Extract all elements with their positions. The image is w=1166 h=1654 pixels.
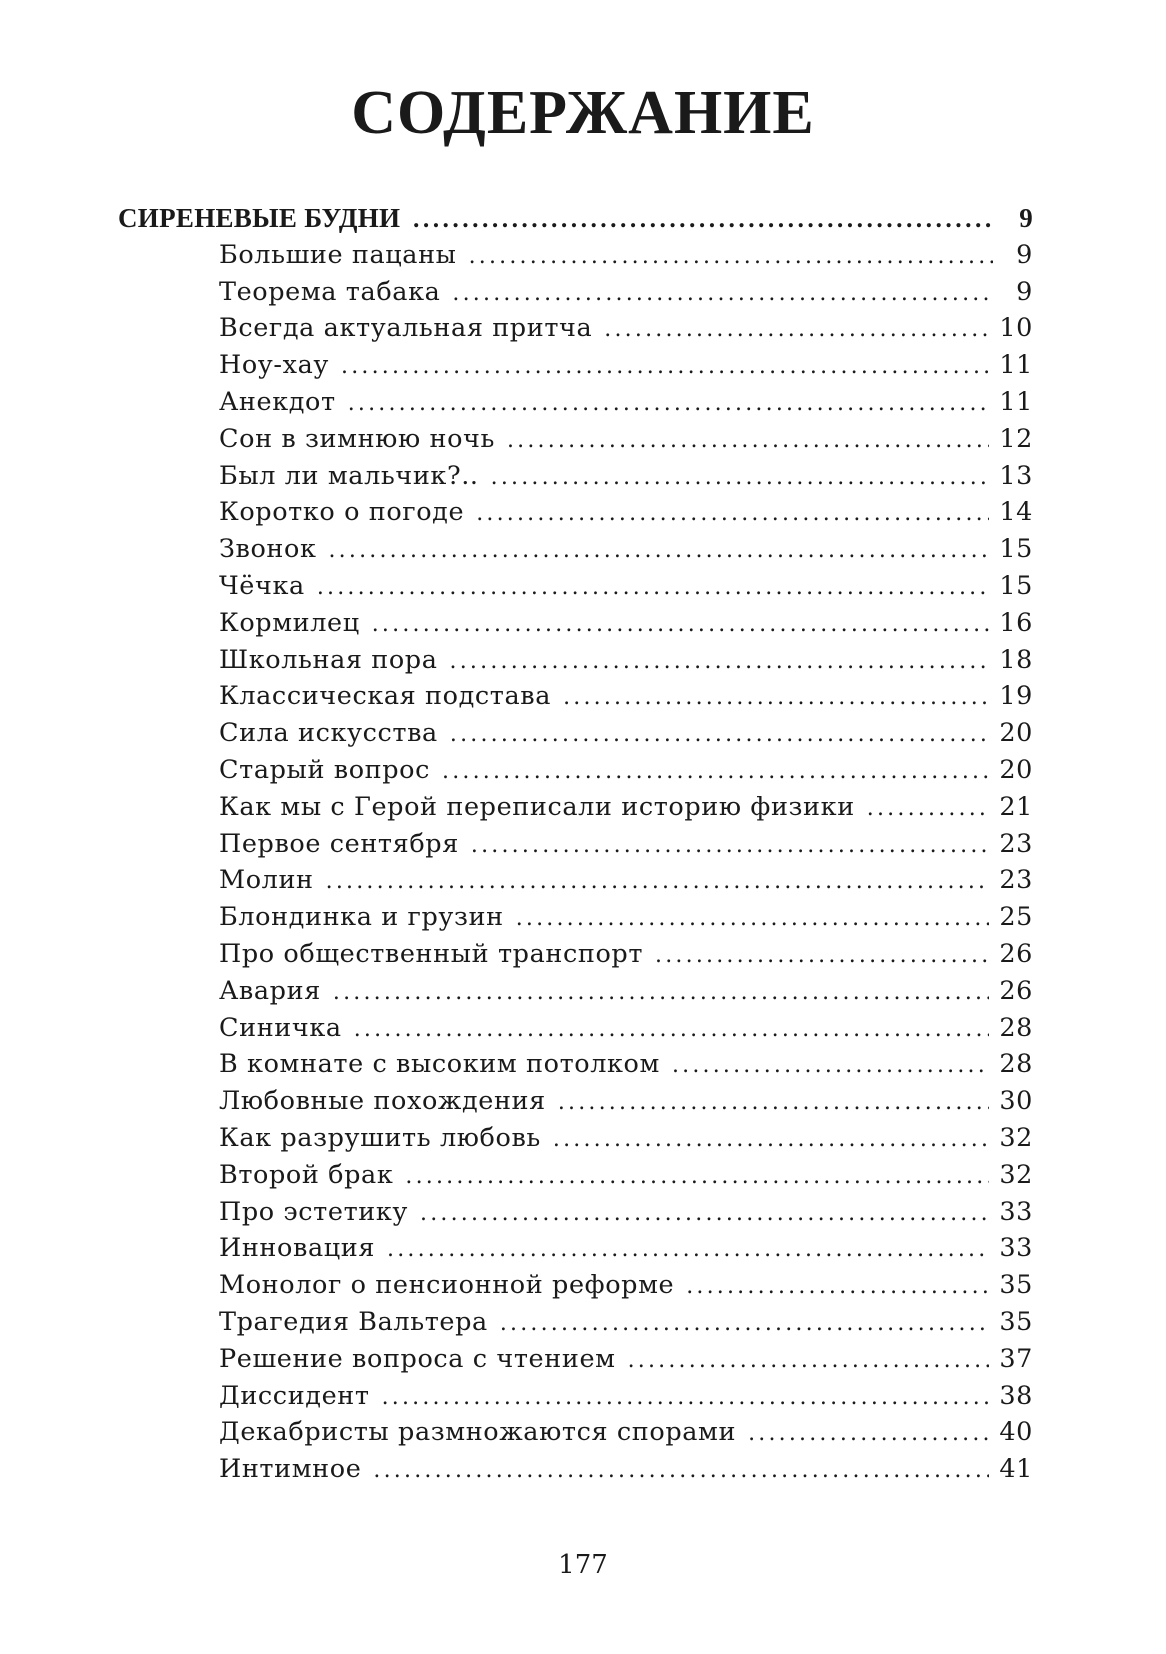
dot-leader (516, 906, 990, 931)
toc-entry-row (118, 1086, 1033, 1123)
table-of-contents (118, 203, 1033, 1491)
toc-entry-label: Блондинка и грузин (219, 902, 504, 933)
dot-leader (348, 391, 990, 416)
toc-entry-page-number: 19 (999, 681, 1033, 712)
toc-entry-page-number: 9 (1016, 276, 1033, 307)
toc-entry-row (118, 1344, 1033, 1381)
toc-entry-page-number: 35 (999, 1306, 1033, 1337)
toc-entry-row (118, 1013, 1033, 1050)
toc-entry-row (118, 571, 1033, 608)
dot-leader (628, 1348, 990, 1373)
toc-entry-page-number: 25 (999, 902, 1033, 933)
dot-leader (450, 722, 989, 747)
dot-leader (333, 980, 989, 1005)
page-number: 177 (558, 1550, 608, 1580)
toc-entry-label: Теорема табака (219, 276, 441, 307)
dot-leader (655, 943, 989, 968)
toc-entry-label: Как разрушить любовь (219, 1122, 541, 1153)
toc-entry-label: Трагедия Вальтера (219, 1306, 488, 1337)
page-title: СОДЕРЖАНИЕ (351, 79, 815, 147)
dot-leader (328, 538, 989, 563)
dot-leader (604, 317, 989, 342)
toc-entry-page-number: 28 (999, 1012, 1033, 1043)
toc-entry-label: Всегда актуальная притча (219, 313, 593, 344)
toc-entry-row (118, 313, 1033, 350)
toc-entry-label: Решение вопроса с чтением (219, 1343, 616, 1374)
toc-entry-row (118, 277, 1033, 314)
toc-entry-row (118, 976, 1033, 1013)
toc-entry-row (118, 939, 1033, 976)
toc-entry-page-number: 26 (999, 938, 1033, 969)
toc-entry-page-number: 41 (999, 1454, 1033, 1485)
dot-leader (748, 1421, 989, 1446)
toc-entry-page-number: 37 (999, 1343, 1033, 1374)
dot-leader (491, 465, 990, 490)
toc-entry-label: Авария (219, 975, 321, 1006)
toc-entry-row (118, 424, 1033, 461)
toc-entry-label: Первое сентября (219, 828, 459, 859)
toc-entry-row (118, 1049, 1033, 1086)
toc-entry-page-number: 11 (999, 350, 1033, 381)
toc-entry-row (118, 829, 1033, 866)
toc-entry-page-number: 20 (999, 754, 1033, 785)
toc-entry-page-number: 23 (999, 828, 1033, 859)
toc-entry-label: Инновация (219, 1233, 376, 1264)
dot-leader (341, 354, 989, 379)
toc-entry-label: Сон в зимнюю ночь (219, 423, 495, 454)
toc-entry-page-number: 35 (999, 1270, 1033, 1301)
toc-entry-page-number: 33 (999, 1196, 1033, 1227)
toc-entry-row (118, 1233, 1033, 1270)
toc-entry-row (118, 1197, 1033, 1234)
dot-leader (354, 1017, 990, 1042)
toc-entry-row (118, 350, 1033, 387)
toc-entry-label: Чёчка (219, 570, 305, 601)
toc-entry-row (118, 1307, 1033, 1344)
toc-entry-row (118, 387, 1033, 424)
toc-entry-row (118, 461, 1033, 498)
dot-leader (450, 649, 990, 674)
toc-entry-row (118, 1123, 1033, 1160)
toc-entry-label: Звонок (219, 534, 317, 565)
toc-entry-page-number: 13 (999, 460, 1033, 491)
toc-entry-row (118, 902, 1033, 939)
toc-section-page-number: 9 (1019, 203, 1033, 233)
toc-entry-page-number: 23 (999, 865, 1033, 896)
toc-entry-label: В комнате с высоким потолком (219, 1049, 660, 1080)
dot-leader (326, 869, 990, 894)
toc-entry-label: Второй брак (219, 1159, 394, 1190)
toc-entry-row (118, 865, 1033, 902)
toc-entry-label: Анекдот (219, 386, 336, 417)
toc-entry-page-number: 28 (999, 1049, 1033, 1080)
toc-entry-page-number: 18 (999, 644, 1033, 675)
toc-entry-row (118, 792, 1033, 829)
toc-entry-label: Молин (219, 865, 314, 896)
toc-entry-label: Про общественный транспорт (219, 938, 644, 969)
dot-leader (317, 575, 990, 600)
dot-leader (405, 1164, 989, 1189)
toc-entry-row (118, 1381, 1033, 1418)
dot-leader (563, 685, 989, 710)
dot-leader (382, 1385, 990, 1410)
toc-entry-page-number: 32 (999, 1159, 1033, 1190)
toc-entry-label: Любовные похождения (219, 1086, 546, 1117)
toc-entry-label: Школьная пора (219, 644, 438, 675)
toc-section-label: СИРЕНЕВЫЕ БУДНИ (118, 203, 401, 233)
dot-leader (372, 612, 990, 637)
dot-leader (672, 1053, 989, 1078)
toc-entry-row (118, 608, 1033, 645)
toc-entry-label: Большие пацаны (219, 239, 457, 270)
toc-entry-row (118, 681, 1033, 718)
toc-entry-row (118, 1454, 1033, 1491)
toc-entry-row (118, 1270, 1033, 1307)
toc-entry-page-number: 15 (999, 534, 1033, 565)
dot-leader (412, 207, 993, 233)
toc-entry-page-number: 20 (999, 718, 1033, 749)
dot-leader (686, 1274, 989, 1299)
dot-leader (507, 428, 989, 453)
toc-entry-label: Интимное (219, 1454, 362, 1485)
dot-leader (373, 1458, 989, 1483)
toc-entry-page-number: 26 (999, 975, 1033, 1006)
toc-entry-label: Ноу-хау (219, 350, 329, 381)
dot-leader (469, 244, 993, 269)
dot-leader (558, 1090, 990, 1115)
toc-entry-label: Про эстетику (219, 1196, 409, 1227)
dot-leader (471, 833, 989, 858)
dot-leader (387, 1237, 989, 1262)
toc-entry-row (118, 718, 1033, 755)
toc-entry-label: Классическая подстава (219, 681, 552, 712)
toc-section-row (118, 203, 1033, 240)
dot-leader (452, 281, 993, 306)
dot-leader (442, 759, 989, 784)
toc-entry-row (118, 1417, 1033, 1454)
toc-entry-page-number: 32 (999, 1122, 1033, 1153)
toc-entry-page-number: 12 (999, 423, 1033, 454)
dot-leader (500, 1311, 990, 1336)
toc-entry-label: Старый вопрос (219, 754, 431, 785)
toc-entry-label: Сила искусства (219, 718, 438, 749)
dot-leader (553, 1127, 989, 1152)
toc-entry-page-number: 9 (1016, 239, 1033, 270)
dot-leader (476, 501, 989, 526)
toc-entry-row (118, 497, 1033, 534)
toc-entry-label: Декабристы размножаются спорами (219, 1417, 737, 1448)
toc-entry-page-number: 38 (999, 1380, 1033, 1411)
toc-entry-page-number: 15 (999, 570, 1033, 601)
toc-entry-page-number: 40 (999, 1417, 1033, 1448)
dot-leader (867, 796, 990, 821)
toc-entry-label: Монолог о пенсионной реформе (219, 1270, 675, 1301)
dot-leader (420, 1201, 989, 1226)
toc-entry-page-number: 10 (999, 313, 1033, 344)
toc-entry-row (118, 534, 1033, 571)
toc-entry-page-number: 16 (999, 607, 1033, 638)
toc-entry-page-number: 30 (999, 1086, 1033, 1117)
toc-entry-row (118, 1160, 1033, 1197)
toc-entry-page-number: 11 (999, 386, 1033, 417)
toc-entry-row (118, 755, 1033, 792)
toc-entry-row (118, 645, 1033, 682)
toc-entry-label: Как мы с Герой переписали историю физики (219, 791, 855, 822)
toc-entry-label: Синичка (219, 1012, 342, 1043)
toc-entry-label: Коротко о погоде (219, 497, 465, 528)
toc-entry-page-number: 33 (999, 1233, 1033, 1264)
toc-entry-row (118, 240, 1033, 277)
toc-entry-label: Был ли мальчик?.. (219, 460, 479, 491)
toc-entry-page-number: 14 (999, 497, 1033, 528)
toc-entry-label: Кормилец (219, 607, 360, 638)
toc-entry-label: Диссидент (219, 1380, 370, 1411)
toc-entry-page-number: 21 (999, 791, 1033, 822)
